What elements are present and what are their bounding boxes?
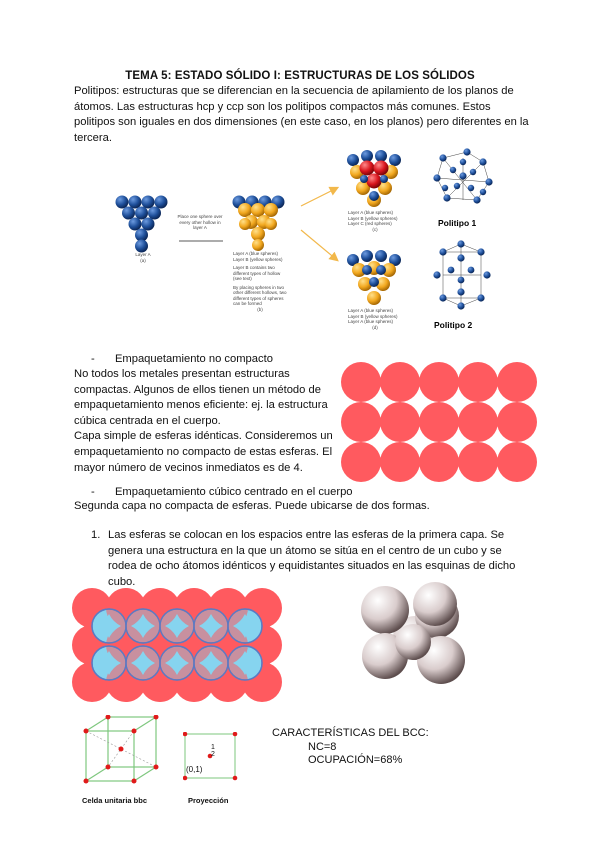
section2-paragraph <box>74 499 534 515</box>
label-a: (a) <box>140 257 146 263</box>
politipo-2-cell <box>443 244 481 306</box>
section1-heading <box>91 352 273 367</box>
arrow-to-d <box>301 230 337 260</box>
list-number: 1. <box>91 529 101 541</box>
intro-paragraph <box>74 84 534 146</box>
s1-line: empaquetamiento menos eficiente: ej. la estructura <box>74 399 328 412</box>
proyeccion-caption: Proyección <box>188 796 229 805</box>
s1-line: No todos los metales presentan estructuras <box>74 368 290 380</box>
label-b: (b) <box>257 306 263 312</box>
caption-b1: Layer A (blue spheres) Layer B (yellow spheres) <box>233 251 283 262</box>
square-layer-figure <box>340 362 540 484</box>
intro-line: tercera. <box>74 131 112 144</box>
intro-line: átomos. Las estructuras hcp y ccp son los politipos compactos más comunes. Estos <box>74 100 491 113</box>
layer-a-label: Layer A <box>135 252 151 257</box>
section2-title: Empaquetamiento cúbico centrado en el cuerpo <box>114 486 353 498</box>
polytype-figure <box>105 148 505 338</box>
arrow-note: Place one sphere over every other hollow in layer A <box>177 214 223 230</box>
bcc-nc: NC=8 <box>308 740 337 753</box>
bcc-layer-figure <box>72 588 284 702</box>
caption-b2: Layer B contains two different types of hollow (see text) <box>233 265 281 281</box>
label-d: (d) <box>372 324 378 330</box>
intro-line: politipos son iguales en dos dimensiones (en este caso, en los planos) pero diferentes en la <box>74 116 529 129</box>
s1-line: cúbica centrada en el cuerpo. <box>74 414 221 427</box>
layer-d-triangle <box>347 250 401 305</box>
layer-a-triangle <box>116 196 168 253</box>
fraction-den: 2 <box>211 751 215 758</box>
caption-b3: By placing spheres in two other different hollows, two different types of spheres can be formed <box>233 284 287 306</box>
bcc-occupation: OCUPACIÓN=68% <box>308 754 403 766</box>
fraction-num: 1 <box>211 744 215 751</box>
layer-c-triangle <box>347 150 401 207</box>
celda-caption: Celda unitaria bbc <box>82 796 148 805</box>
caption-d: Layer A (blue spheres) Layer B (yellow spheres) Layer A (blue spheres) <box>348 308 398 324</box>
s1-line: mayor número de vecinos inmediatos es de 4. <box>74 461 303 474</box>
politipo-2-label: Politipo 2 <box>434 320 473 330</box>
section1-paragraph <box>74 367 342 476</box>
bcc-heading: CARACTERÍSTICAS DEL BCC: <box>272 727 429 739</box>
s1-line: empaquetamiento no compacto de estas esferas. El <box>74 445 333 458</box>
arrow-to-c <box>301 188 337 206</box>
s1-line: Capa simple de esferas idénticas. Consideremos un <box>74 430 333 443</box>
page-title: TEMA 5: ESTADO SÓLIDO I: ESTRUCTURAS DE LOS SÓLIDOS <box>125 70 475 82</box>
s1-line: compactas. Algunos de ellos tienen un método de <box>74 383 321 396</box>
fraction-label <box>211 744 215 758</box>
coord-label: (0,1) <box>186 765 203 774</box>
intro-line: Politipos: estructuras que se diferencian en la secuencia de apilamiento de los planos de <box>74 85 514 97</box>
section1-title: Empaquetamiento no compacto <box>114 353 273 365</box>
bcc-sphere-cluster <box>355 582 477 688</box>
bcc-unit-cell <box>80 715 170 785</box>
li-line: Las esferas se colocan en los espacios entre las esferas de la primera capa. Se <box>108 529 505 541</box>
layer-b-triangle <box>233 196 285 252</box>
li-line: cubo. <box>108 575 136 588</box>
s2-line: Segunda capa no compacta de esferas. Puede ubicarse de dos formas. <box>74 500 430 512</box>
li-line: genera una estructura en la que un átomo se sitúa en el centro de un cubo y se <box>108 544 502 557</box>
section2-heading <box>91 485 353 500</box>
li-line: rodea de ocho átomos idénticos y equidistantes situados en las esquinas de dicho <box>108 560 516 573</box>
label-c: (c) <box>372 226 378 232</box>
bullet-dash: - <box>91 353 95 365</box>
bcc-characteristics <box>272 727 429 768</box>
politipo-1-label: Politipo 1 <box>438 218 477 228</box>
bullet-dash: - <box>91 486 95 498</box>
caption-c: Layer A (blue spheres) Layer B (yellow spheres) Layer C (red spheres) <box>348 210 398 226</box>
